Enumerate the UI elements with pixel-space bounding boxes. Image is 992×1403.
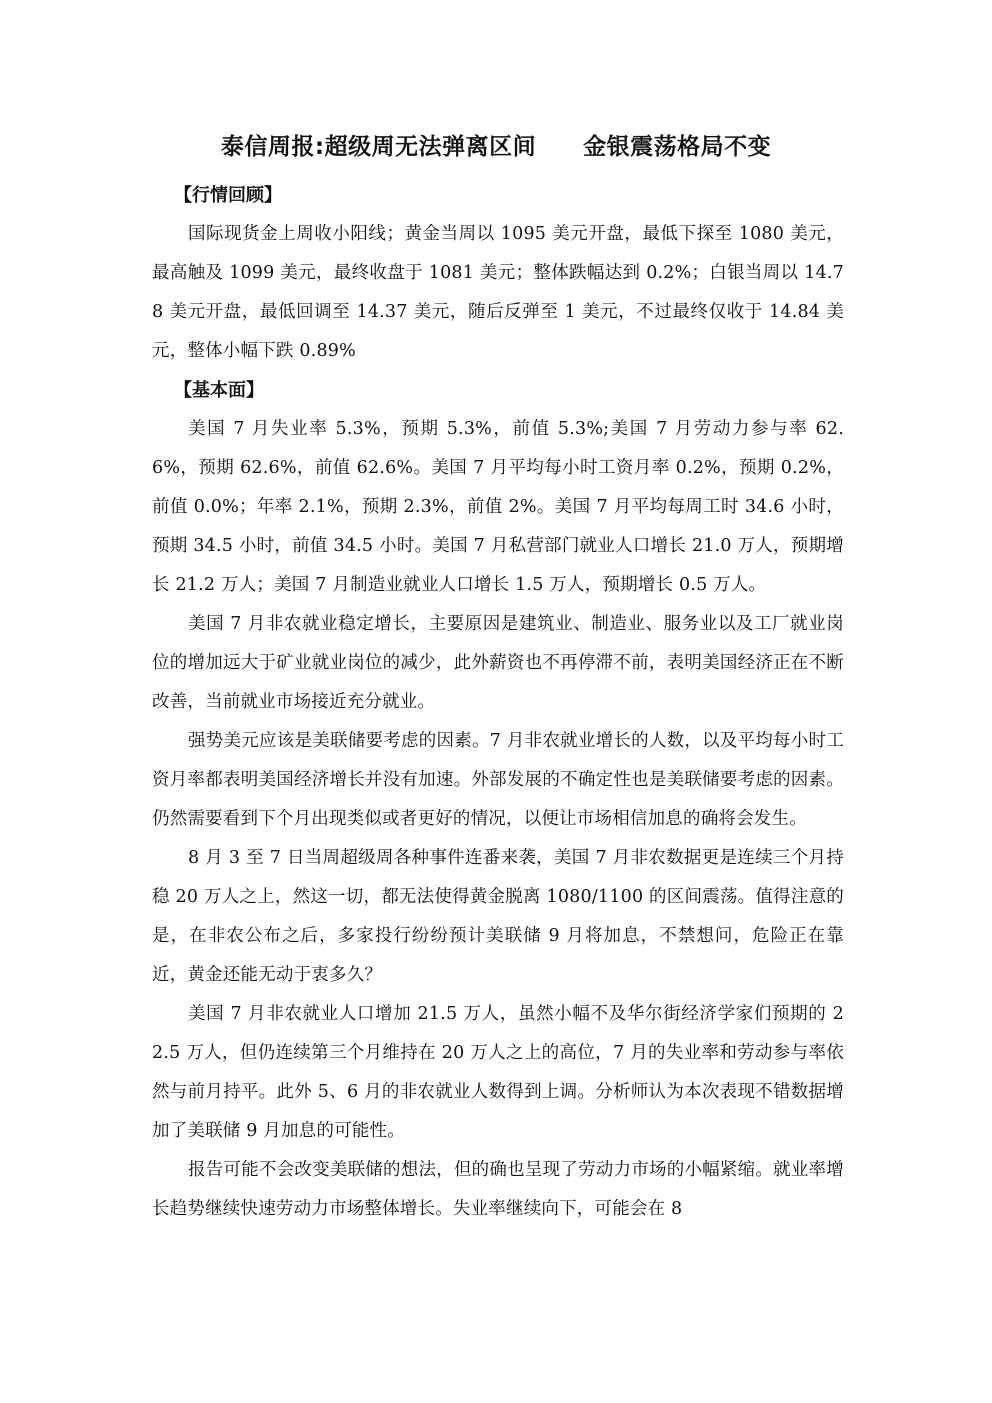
section-heading: 【基本面】 [174,380,264,401]
paragraph: 美国 7 月失业率 5.3%，预期 5.3%，前值 5.3%;美国 7 月劳动力参与率 62.6%，预期 62.6%，前值 62.6%。美国 7 月平均每小时工资月率 0.2%，预期 0.2%，前值 0.0%；年率 2.1%，预期 2.3%，前值 2%。美国 7 月平均每周工时 34.6 小时，预期 34.5 小时，前值 34.5 小时。美国 7 月私营部门就业人口增长 21.0 万人，预期增长 21.2 万人；美国 7 月制造业就业人口增长 1.5 万人，预期增长 0.5 万人。 [152,419,844,595]
section-heading: 【行情回顾】 [174,185,282,206]
paragraph: 8 月 3 至 7 日当周超级周各种事件连番来袭，美国 7 月非农数据更是连续三个月持稳 20 万人之上，然这一切，都无法使得黄金脱离 1080/1100 的区间震荡。值得注意的是，在非农公布之后，多家投行纷纷预计美联储 9 月将加息，不禁想问，危险正在靠近，黄金还能无动于衷多久？ [152,848,844,985]
paragraph: 美国 7 月非农就业稳定增长，主要原因是建筑业、制造业、服务业以及工厂就业岗位的增加远大于矿业就业岗位的减少，此外薪资也不再停滞不前，表明美国经济正在不断改善，当前就业市场接近充分就业。 [152,614,844,712]
paragraph: 报告可能不会改变美联储的想法，但的确也呈现了劳动力市场的小幅紧缩。就业率增长趋势继续快速劳动力市场整体增长。失业率继续向下，可能会在 8 [152,1160,844,1219]
document-body [152,176,844,1229]
document-title: 泰信周报:超级周无法弹离区间 金银震荡格局不变 [220,134,772,160]
paragraph: 美国 7 月非农就业人口增加 21.5 万人，虽然小幅不及华尔街经济学家们预期的 22.5 万人，但仍连续第三个月维持在 20 万人之上的高位，7 月的失业率和劳动参与率依然与前月持平。此外 5、6 月的非农就业人数得到上调。分析师认为本次表现不错数据增加了美联储 9 月加息的可能性。 [152,1004,844,1141]
paragraph: 国际现货金上周收小阳线；黄金当周以 1095 美元开盘，最低下探至 1080 美元，最高触及 1099 美元，最终收盘于 1081 美元；整体跌幅达到 0.2%；白银当周以 14.78 美元开盘，最低回调至 14.37 美元，随后反弹至 1 美元，不过最终仅收于 14.84 美元，整体小幅下跌 0.89% [152,224,844,361]
section-fundamentals [152,371,844,1229]
section-market-review [152,176,844,371]
paragraph: 强势美元应该是美联储要考虑的因素。7 月非农就业增长的人数，以及平均每小时工资月率都表明美国经济增长并没有加速。外部发展的不确定性也是美联储要考虑的因素。仍然需要看到下个月出现类似或者更好的情况，以便让市场相信加息的确将会发生。 [152,731,844,829]
